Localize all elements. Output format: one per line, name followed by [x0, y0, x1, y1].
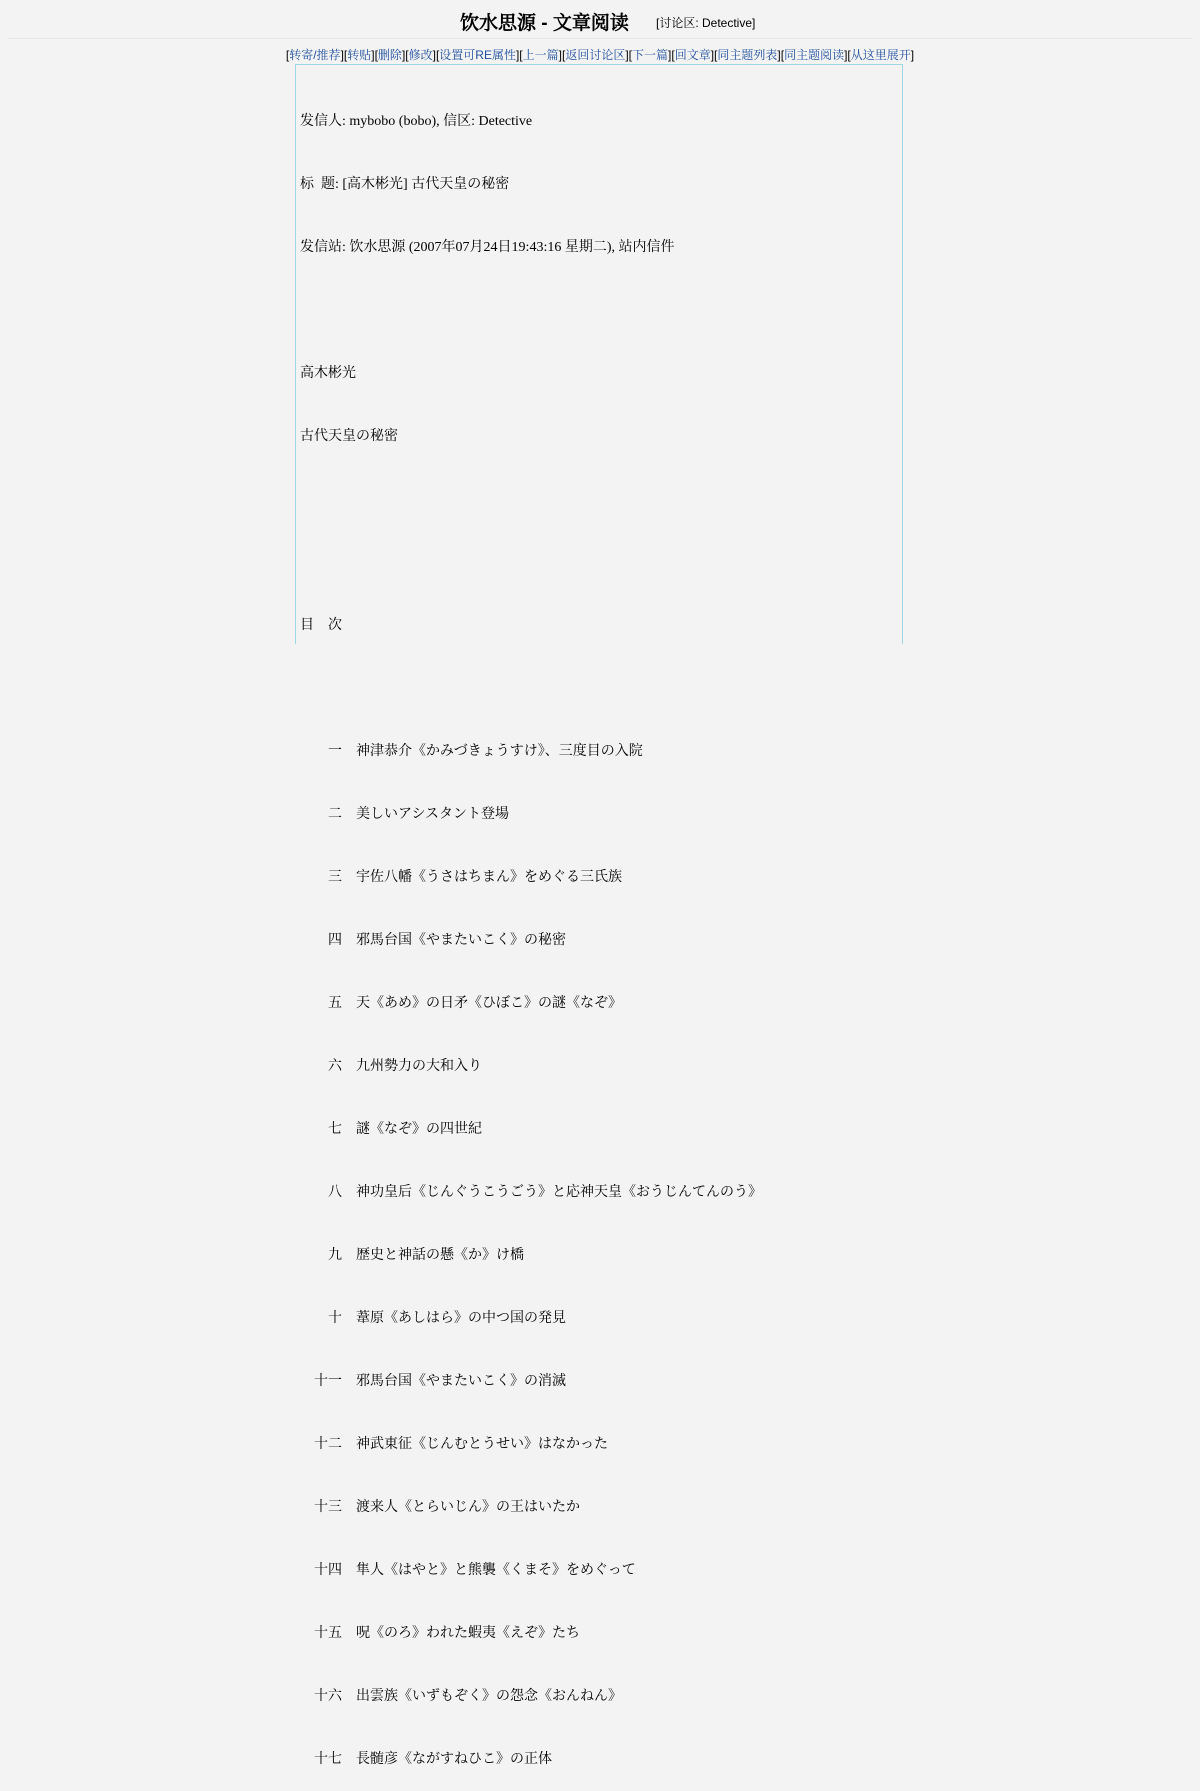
forward-recommend-link[interactable]: 转寄/推荐 [289, 48, 341, 62]
article-line: 标 题: [高木彬光] 古代天皇の秘密 [300, 177, 510, 192]
article-line: 三 宇佐八幡《うさはちまん》をめぐる三氏族 [300, 870, 622, 885]
article-line: 四 邪馬台国《やまたいこく》の秘密 [300, 933, 566, 948]
article-line: 十四 隼人《はやと》と熊襲《くまそ》をめぐって [300, 1563, 636, 1578]
page-title: 饮水思源 - 文章阅读 [460, 13, 629, 34]
next-article-link[interactable]: 下一篇 [632, 48, 669, 62]
article-line: 七 謎《なぞ》の四世紀 [300, 1122, 482, 1137]
article-line: 五 天《あめ》の日矛《ひぼこ》の謎《なぞ》 [300, 996, 622, 1011]
delete-link[interactable]: 删除 [377, 48, 402, 62]
expand-from-here-link[interactable]: 从这里展开 [850, 48, 911, 62]
article-line: 目 次 [300, 618, 342, 633]
article-line: 十一 邪馬台国《やまたいこく》の消滅 [300, 1374, 566, 1389]
article-line: 六 九州勢力の大和入り [300, 1059, 482, 1074]
article-line [300, 678, 898, 699]
article-line: 古代天皇の秘密 [300, 429, 398, 444]
article-body [295, 64, 903, 1767]
article-line: 高木彬光 [300, 366, 356, 381]
article-line [300, 489, 898, 510]
repost-link[interactable]: 转贴 [347, 48, 372, 62]
set-re-attribute-link[interactable]: 设置可RE属性 [439, 48, 516, 62]
article-toolbar: [转寄/推荐][转贴][删除][修改][设置可RE属性][上一篇][返回讨论区][下一篇][回文章][同主题列表][同主题阅读][从这里展开] [285, 48, 915, 62]
article-line: 九 歴史と神話の懸《か》け橋 [300, 1248, 524, 1263]
previous-article-link[interactable]: 上一篇 [522, 48, 559, 62]
article-line: 发信人: mybobo (bobo), 信区: Detective [300, 114, 533, 129]
page-header [8, 0, 1192, 39]
same-topic-list-link[interactable]: 同主题列表 [717, 48, 778, 62]
article-line: 十五 呪《のろ》われた蝦夷《えぞ》たち [300, 1626, 580, 1641]
reply-article-link[interactable]: 回文章 [674, 48, 711, 62]
edit-link[interactable]: 修改 [408, 48, 433, 62]
article-line: 十 葦原《あしはら》の中つ国の発見 [300, 1311, 566, 1326]
article-line: 十三 渡来人《とらいじん》の王はいたか [300, 1500, 580, 1515]
board-label: [讨论区: Detective] [656, 16, 756, 30]
article-line [300, 300, 898, 321]
article-line [300, 552, 898, 573]
same-topic-read-link[interactable]: 同主题阅读 [784, 48, 845, 62]
article-line: 十七 長髄彦《ながすねひこ》の正体 [300, 1752, 552, 1767]
article-line: 十六 出雲族《いずもぞく》の怨念《おんねん》 [300, 1689, 622, 1704]
article-line: 八 神功皇后《じんぐうこうごう》と応神天皇《おうじんてんのう》 [300, 1185, 762, 1200]
article-line: 十二 神武東征《じんむとうせい》はなかった [300, 1437, 608, 1452]
article-line: 发信站: 饮水思源 (2007年07月24日19:43:16 星期二), 站内信件 [300, 240, 675, 255]
back-to-board-link[interactable]: 返回讨论区 [565, 48, 626, 62]
article-line: 一 神津恭介《かみづきょうすけ》、三度目の入院 [300, 744, 643, 759]
article-line: 二 美しいアシスタント登場 [300, 807, 510, 822]
